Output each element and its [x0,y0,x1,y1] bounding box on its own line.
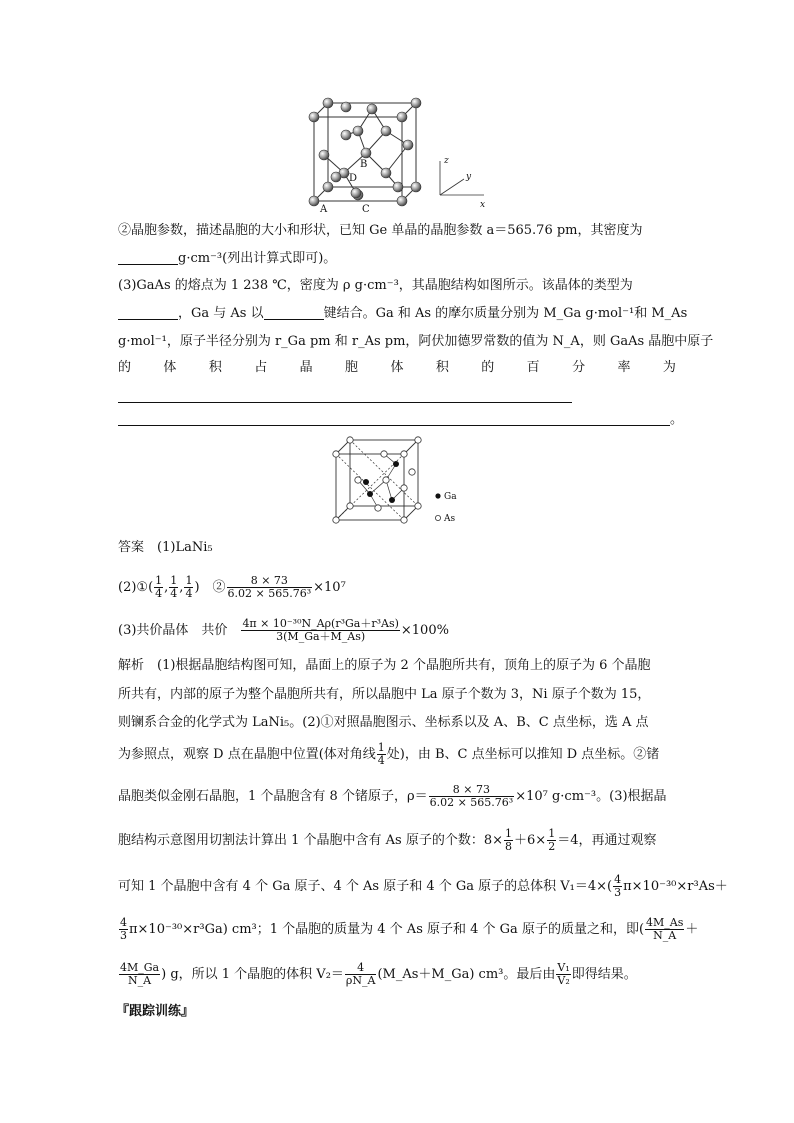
question-p3-line1: (3)GaAs 的熔点为 1 238 ℃，密度为 ρ g·cm⁻³，其晶胞结构如图所示。该晶体的类型为 [118,278,633,293]
answer-a2-line: (2)①( $\frac{1}{4}$ , $\frac{1}{4}$ , $\frac{1}{4}$ ) ② $\frac{8 \times 73}{\text{6.02 × 565.76³}}$ ×10⁷ [118,574,346,600]
label-b: B [360,159,368,170]
question-p3-line2b: 键结合。Ga 和 As 的摩尔质量分别为 M_Ga g·mol⁻¹和 M_As [323,306,688,321]
answer-blank-bond-type[interactable] [264,305,324,320]
label-c: C [362,204,370,215]
label-a: A [320,204,328,215]
axis-y: y [466,172,472,182]
analysis-line-6: 胞结构示意图用切割法计算出 1 个晶胞中含有 As 原子的个数：8× $\frac{1}{8}$ ＋6× $\frac{1}{2}$ ＝4，再通过观察 [118,827,657,853]
question-p2-line2-text: g·cm⁻³(列出计算式即可)。 [178,251,337,266]
question-p2-line2 [118,249,336,269]
gaas-unit-cell-figure [330,436,470,526]
question-p2-line1: ②晶胞参数，描述晶胞的大小和形状，已知 Ge 单晶的晶胞参数 a＝565.76 pm，其密度为 [118,223,643,238]
legend-as: As [444,514,456,524]
question-p3-line4: 的 体 积 占 晶 胞 体 积 的 百 分 率 为 [118,360,676,375]
section-bracket-close-icon: 』 [181,1004,195,1019]
label-d: D [349,173,358,184]
answer-a3-line: (3)共价晶体 共价 $\frac{\text{4π × 10⁻³⁰N\_Aρ(r³Ga＋r³As)}}{3(M\_Ga+M\_As)}$ ×100% [118,617,449,643]
question-p3-line2 [118,304,687,324]
analysis-line-7: 可知 1 个晶胞中含有 4 个 Ga 原子、4 个 As 原子和 4 个 Ga 原子的总体积 V₁＝4×( $\frac{4}{3}$ π×10⁻³⁰×r³As＋ [118,873,728,899]
analysis-line-3: 则镧系合金的化学式为 LaNi₅。(2)①对照晶胞图示、坐标系以及 A、B、C 点坐标，选 A 点 [118,715,649,730]
analysis-line-1: 解析 (1)根据晶胞结构图可知，晶面上的原子为 2 个晶胞所共有，顶角上的原子为 6 个晶胞 [118,658,651,673]
axis-z: z [444,156,449,166]
section-heading [116,1002,194,1022]
legend-ga: Ga [444,492,457,502]
answer-label: 答案 [118,540,145,555]
axis-x: x [480,200,486,210]
question-end-mark: 。 [670,412,684,427]
analysis-line-2: 所共有，内部的原子为整个晶胞所共有，所以晶胞中 La 原子个数为 3，Ni 原子个数为 15， [118,687,651,702]
ge-unit-cell-figure [300,95,500,215]
answer-a1: (1)LaNi₅ [157,540,213,555]
analysis-line-8: $\frac{4}{3}$ π×10⁻³⁰×r³Ga) cm³；1 个晶胞的质量为 4 个 As 原子和 4 个 Ga 原子的质量之和，即( $\frac{4M\_As}{N\_A}$ ＋ [120,916,699,942]
answer-blank-crystal-type[interactable] [118,305,178,320]
analysis-line-4: 为参照点，观察 D 点在晶胞中位置(体对角线 $\frac{1}{4}$ 处)，由 B、C 点坐标可以推知 D 点坐标。②锗 [118,741,660,767]
section-title: 跟踪训练 [129,1004,182,1019]
answer-blank-density[interactable] [118,250,178,265]
section-bracket-open-icon: 『 [116,1004,130,1019]
answer-a1-line [118,538,213,558]
analysis-line-9: $\frac{4M\_Ga}{N\_A}$ ) g，所以 1 个晶胞的体积 V₂＝ $\frac{4}{\rho N\_A}$ (M_As＋M_Ga) cm³。最后由 $\frac{\text{V₁}}{\text{V₂}}$ 即得结果。 [120,961,637,987]
answer-line-1[interactable] [118,402,572,403]
analysis-line-5: 晶胞类似金刚石晶胞，1 个晶胞含有 8 个锗原子，ρ＝ $\frac{8 \times 73}{\text{6.02 × 565.76³}}$ ×10⁷ g·cm⁻³。(3)根据晶 [118,783,667,809]
answer-line-2[interactable] [118,425,670,426]
question-p3-line3: g·mol⁻¹，原子半径分别为 r_Ga pm 和 r_As pm，阿伏加德罗常数的值为 N_A，则 GaAs 晶胞中原子 [118,334,714,349]
question-p3-line2a: ，Ga 与 As 以 [178,306,264,321]
